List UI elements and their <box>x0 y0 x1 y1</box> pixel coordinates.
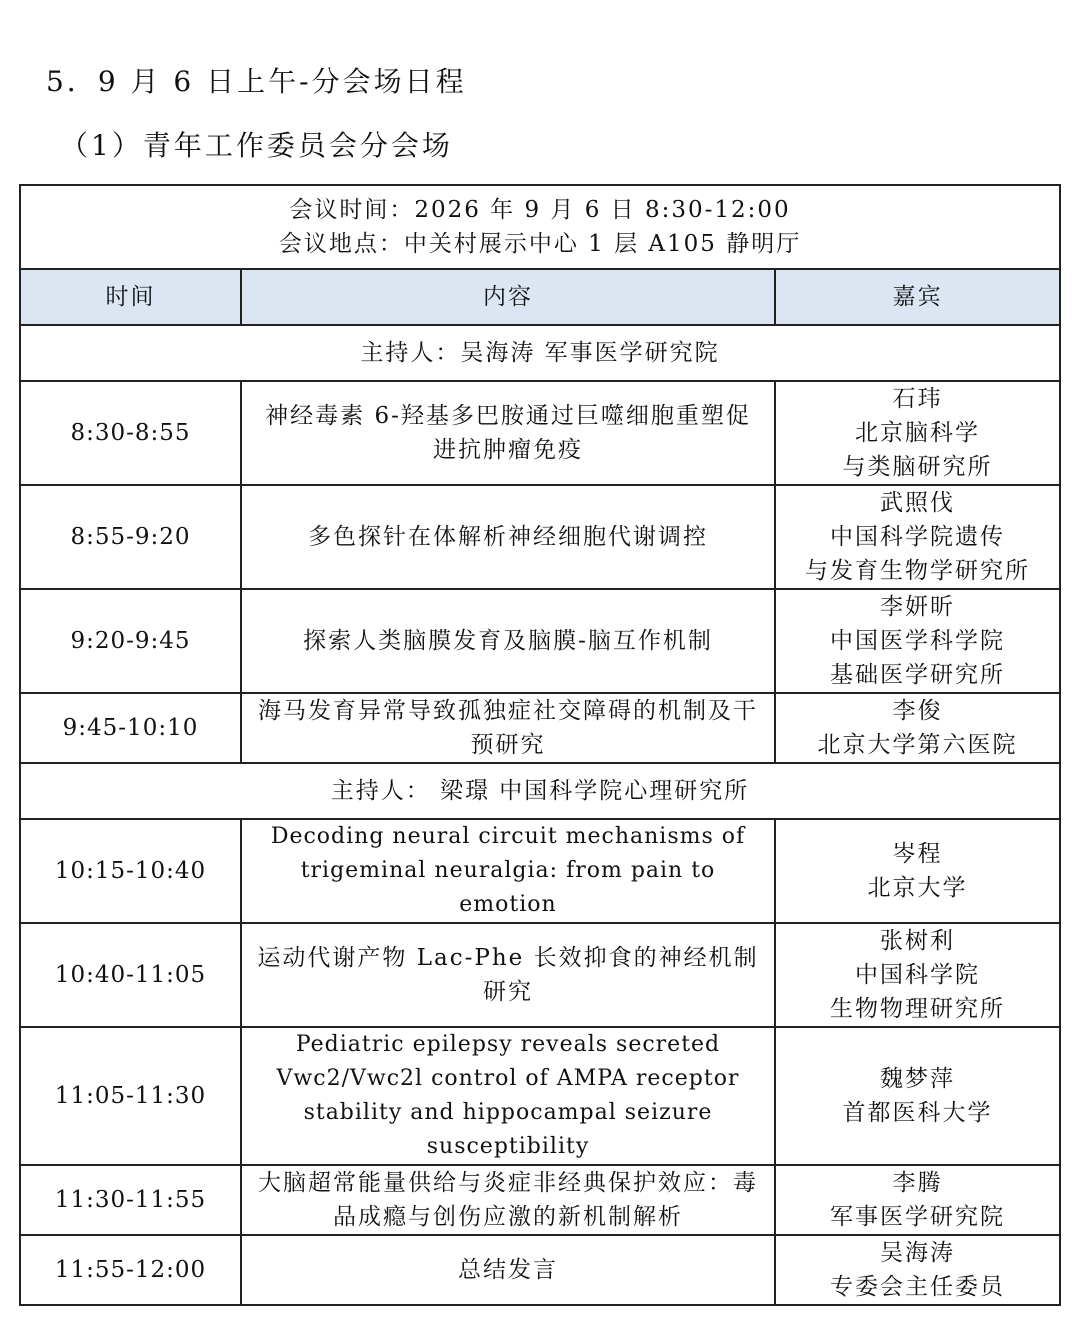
session-content: 多色探针在体解析神经细胞代谢调控 <box>241 485 775 589</box>
table-row <box>20 1165 1060 1235</box>
session-guest <box>775 381 1060 485</box>
subsection-heading: （1）青年工作委员会分会场 <box>60 129 453 162</box>
guest-affiliation: 专委会主任委员 <box>830 1274 1005 1300</box>
session-guest <box>775 693 1060 763</box>
section-heading: 5．9 月 6 日上午-分会场日程 <box>46 65 467 98</box>
session-guest <box>775 923 1060 1027</box>
session-time: 8:30-8:55 <box>20 381 241 485</box>
column-header-guest: 嘉宾 <box>775 269 1060 325</box>
guest-affiliation: 首都医科大学 <box>842 1100 993 1126</box>
guest-affiliation: 北京脑科学 <box>855 420 980 446</box>
session-content: 探索人类脑膜发育及脑膜-脑互作机制 <box>241 589 775 693</box>
session-content: 海马发育异常导致孤独症社交障碍的机制及干预研究 <box>241 693 775 763</box>
column-header-content: 内容 <box>241 269 775 325</box>
session-content: 总结发言 <box>241 1235 775 1305</box>
guest-affiliation: 中国科学院 <box>855 962 980 988</box>
session-time: 10:15-10:40 <box>20 819 241 923</box>
table-row <box>20 381 1060 485</box>
guest-name: 岑程 <box>892 841 943 867</box>
guest-name: 吴海涛 <box>880 1240 955 1266</box>
guest-affiliation: 军事医学研究院 <box>830 1204 1005 1230</box>
session-time: 11:05-11:30 <box>20 1027 241 1165</box>
session-guest <box>775 819 1060 923</box>
meeting-location: 会议地点：中关村展示中心 1 层 A105 静明厅 <box>278 231 802 257</box>
session-guest <box>775 1165 1060 1235</box>
session-guest <box>775 1027 1060 1165</box>
guest-affiliation: 中国科学院遗传 <box>830 524 1005 550</box>
guest-affiliation: 北京大学 <box>867 875 968 901</box>
meeting-info-row <box>20 185 1060 269</box>
session-guest <box>775 589 1060 693</box>
session-content: 运动代谢产物 Lac-Phe 长效抑食的神经机制研究 <box>241 923 775 1027</box>
table-row <box>20 1027 1060 1165</box>
session-time: 11:55-12:00 <box>20 1235 241 1305</box>
table-row <box>20 589 1060 693</box>
table-row <box>20 485 1060 589</box>
meeting-info-cell <box>20 185 1060 269</box>
guest-name: 张树利 <box>880 928 955 954</box>
session-guest <box>775 1235 1060 1305</box>
guest-name: 李腾 <box>892 1170 943 1196</box>
session-content: 神经毒素 6-羟基多巴胺通过巨噬细胞重塑促进抗肿瘤免疫 <box>241 381 775 485</box>
host-row <box>20 763 1060 819</box>
guest-name: 武照伐 <box>880 490 955 516</box>
column-header-time: 时间 <box>20 269 241 325</box>
guest-name: 石玮 <box>892 386 943 412</box>
column-header-row <box>20 269 1060 325</box>
guest-name: 李俊 <box>892 698 943 724</box>
table-row <box>20 1235 1060 1305</box>
guest-affiliation: 与发育生物学研究所 <box>805 558 1030 584</box>
guest-affiliation: 中国医学科学院 <box>830 628 1005 654</box>
session-guest <box>775 485 1060 589</box>
session-time: 9:20-9:45 <box>20 589 241 693</box>
host-cell: 主持人： 梁璟 中国科学院心理研究所 <box>20 763 1060 819</box>
session-time: 9:45-10:10 <box>20 693 241 763</box>
session-content: 大脑超常能量供给与炎症非经典保护效应：毒品成瘾与创伤应激的新机制解析 <box>241 1165 775 1235</box>
table-row <box>20 693 1060 763</box>
guest-affiliation: 生物物理研究所 <box>830 996 1005 1022</box>
schedule-table <box>19 184 1061 1306</box>
guest-affiliation: 基础医学研究所 <box>830 662 1005 688</box>
meeting-time: 会议时间：2026 年 9 月 6 日 8:30-12:00 <box>289 197 791 223</box>
host-row <box>20 325 1060 381</box>
guest-affiliation: 北京大学第六医院 <box>817 732 1018 758</box>
session-time: 10:40-11:05 <box>20 923 241 1027</box>
guest-name: 魏梦萍 <box>880 1066 955 1092</box>
guest-name: 李妍昕 <box>880 594 955 620</box>
table-row <box>20 819 1060 923</box>
session-time: 11:30-11:55 <box>20 1165 241 1235</box>
session-content: Decoding neural circuit mechanisms of trigeminal neuralgia: from pain to emotion <box>241 819 775 923</box>
guest-affiliation: 与类脑研究所 <box>842 454 993 480</box>
host-cell: 主持人：吴海涛 军事医学研究院 <box>20 325 1060 381</box>
session-content: Pediatric epilepsy reveals secreted Vwc2/Vwc2l control of AMPA receptor stability and hippocampal seizure susceptibility <box>241 1027 775 1165</box>
session-time: 8:55-9:20 <box>20 485 241 589</box>
table-row <box>20 923 1060 1027</box>
